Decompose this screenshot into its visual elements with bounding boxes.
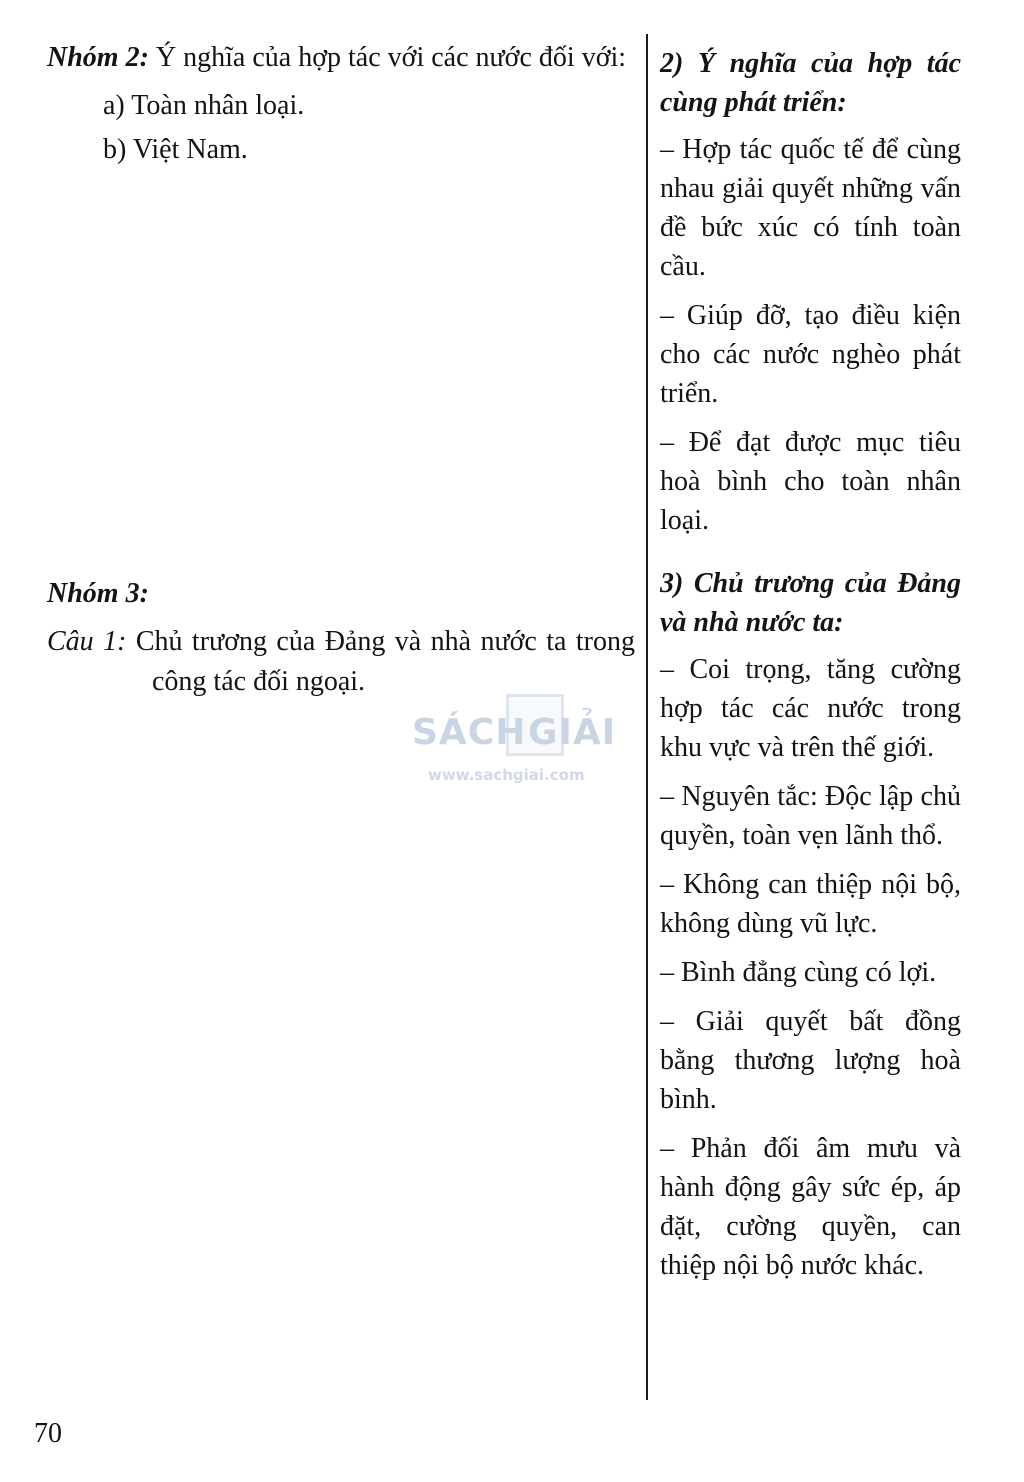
column-divider (646, 34, 648, 1400)
group-2-prompt (47, 38, 635, 78)
section-2-heading: 2) Ý nghĩa của hợp tác cùng phát triển: (660, 48, 961, 118)
section-3-point: – Phản đối âm mưu và hành động gây sức ép, áp đặt, cường quyền, can thiệp nội bộ nước khác. (660, 1133, 961, 1281)
section-2-point: – Để đạt được mục tiêu hoà bình cho toàn nhân loại. (660, 427, 961, 536)
group-2-item-b: b) Việt Nam. (103, 134, 248, 165)
question-1-label: Câu 1: (47, 626, 127, 657)
right-section-3 (660, 564, 961, 1295)
section-3-point: – Không can thiệp nội bộ, không dùng vũ lực. (660, 869, 961, 939)
section-2-point: – Giúp đỡ, tạo điều kiện cho các nước nghèo phát triển. (660, 300, 961, 409)
left-group-3 (47, 574, 635, 702)
page-number: 70 (34, 1418, 62, 1449)
section-3-point: – Coi trọng, tăng cường hợp tác các nước trong khu vực và trên thế giới. (660, 654, 961, 763)
question-1-text: Chủ trương của Đảng và nhà nước ta trong công tác đối ngoại. (126, 626, 636, 697)
group-2-text: Ý nghĩa của hợp tác với các nước đối với: (148, 42, 627, 73)
section-3-point: – Giải quyết bất đồng bằng thương lượng hoà bình. (660, 1006, 961, 1115)
right-section-2 (660, 44, 961, 550)
group-2-label: Nhóm 2: (47, 42, 149, 73)
watermark-url: www.sachgiai.com (428, 766, 585, 784)
watermark-giai: GIẢI (528, 712, 617, 753)
section-3-heading: 3) Chủ trương của Đảng và nhà nước ta: (660, 568, 961, 638)
sachgiai-watermark (408, 690, 618, 790)
watermark-sach: SÁCH (412, 712, 527, 753)
section-3-point: – Bình đẳng cùng có lợi. (660, 957, 937, 988)
left-group-2 (47, 38, 635, 170)
group-2-item-a: a) Toàn nhân loại. (103, 90, 305, 121)
section-3-point: – Nguyên tắc: Độc lập chủ quyền, toàn vẹn lãnh thổ. (660, 781, 961, 851)
section-2-point: – Hợp tác quốc tế để cùng nhau giải quyết những vấn đề bức xúc có tính toàn cầu. (660, 134, 961, 282)
group-3-label: Nhóm 3: (47, 578, 149, 609)
